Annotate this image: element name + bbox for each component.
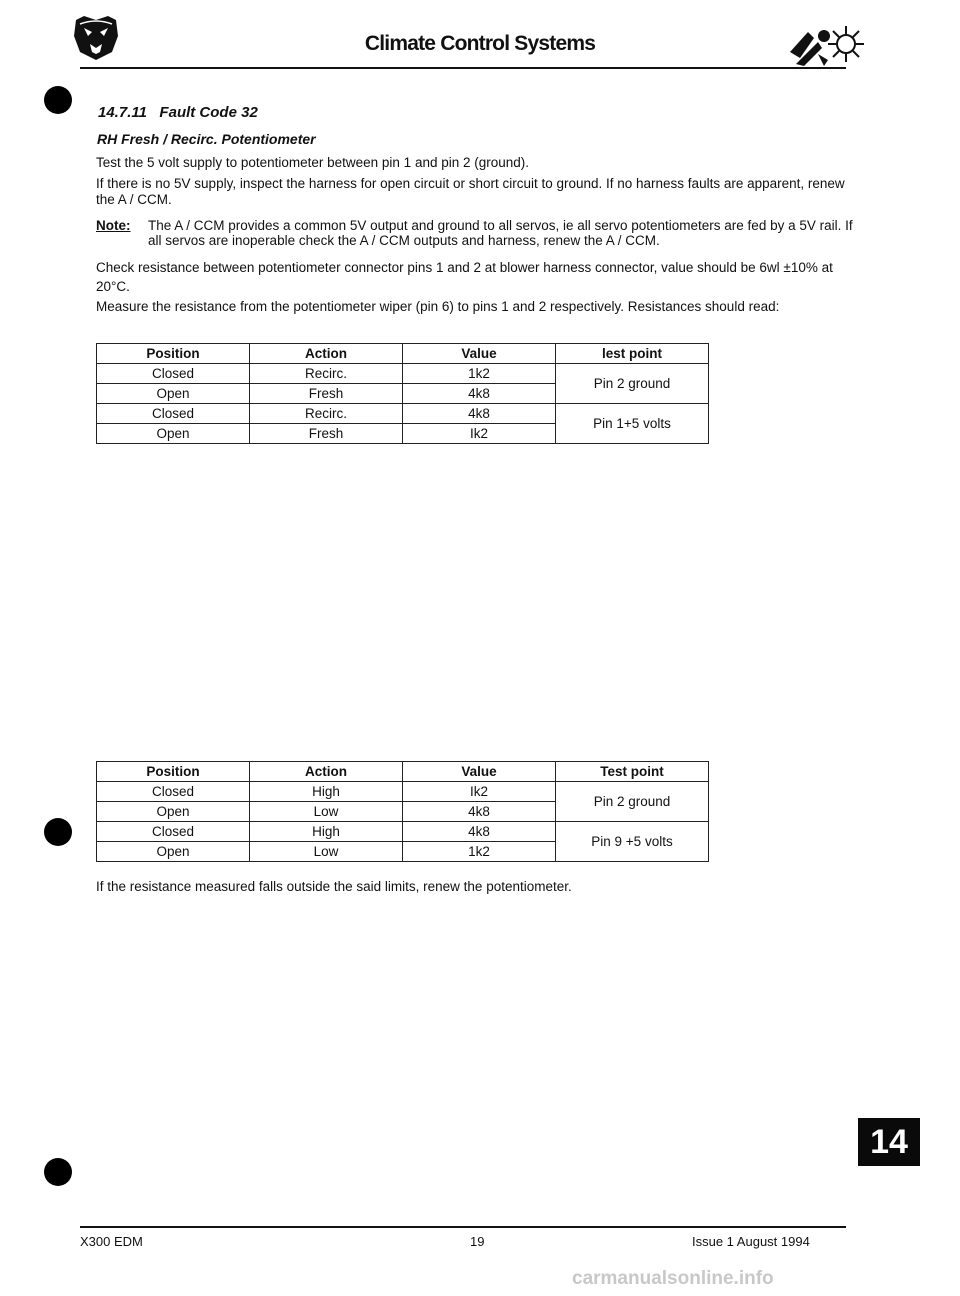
climate-control-icon <box>788 22 866 68</box>
cell-action: Low <box>250 802 403 822</box>
table-row <box>97 404 709 424</box>
header-value: Value <box>403 344 556 364</box>
header-action: Action <box>250 762 403 782</box>
cell-position: Open <box>97 802 250 822</box>
cell-action: Fresh <box>250 384 403 404</box>
section-number: 14.7.11 Fault Code 32 <box>98 104 258 121</box>
cell-position: Open <box>97 424 250 444</box>
cell-action: High <box>250 782 403 802</box>
cell-value: 4k8 <box>403 404 556 424</box>
header-action: Action <box>250 344 403 364</box>
table-row <box>97 364 709 384</box>
header-test-point: lest point <box>556 344 709 364</box>
cell-test-point: Pin 9 +5 volts <box>556 822 709 862</box>
cell-value: Ik2 <box>403 424 556 444</box>
paragraph-measure-wiper: Measure the resistance from the potentiometer wiper (pin 6) to pins 1 and 2 respectively. Resistances should read: <box>96 299 780 314</box>
cell-value: 1k2 <box>403 364 556 384</box>
binder-hole <box>44 818 72 846</box>
section-tab: 14 <box>858 1118 920 1166</box>
header-value: Value <box>403 762 556 782</box>
cell-value: 4k8 <box>403 384 556 404</box>
cell-value: 4k8 <box>403 802 556 822</box>
cell-test-point: Pin 2 ground <box>556 782 709 822</box>
header-position: Position <box>97 762 250 782</box>
cell-position: Closed <box>97 404 250 424</box>
note-label: Note: <box>96 218 131 233</box>
resistance-table-1 <box>96 343 709 444</box>
footer-page-number: 19 <box>470 1234 485 1249</box>
cell-value: 4k8 <box>403 822 556 842</box>
table-header-row <box>97 344 709 364</box>
cell-value: 1k2 <box>403 842 556 862</box>
header-test-point: Test point <box>556 762 709 782</box>
page-header-title: Climate Control Systems <box>364 32 596 55</box>
cell-position: Closed <box>97 364 250 384</box>
footer-rule <box>80 1226 846 1228</box>
cell-position: Open <box>97 384 250 404</box>
cell-position: Closed <box>97 822 250 842</box>
header-position: Position <box>97 344 250 364</box>
resistance-table-2 <box>96 761 709 862</box>
cell-position: Closed <box>97 782 250 802</box>
cell-test-point: Pin 2 ground <box>556 364 709 404</box>
paragraph-no-supply: If there is no 5V supply, inspect the harness for open circuit or short circuit to ground. If no harness faults are apparent, renew the A / CCM. <box>96 176 845 207</box>
binder-hole <box>44 1158 72 1186</box>
header-rule <box>80 67 846 69</box>
cell-action: Recirc. <box>250 364 403 384</box>
binder-hole <box>44 86 72 114</box>
watermark: carmanualsonline.info <box>572 1268 774 1289</box>
footer-issue: Issue 1 August 1994 <box>692 1234 810 1249</box>
table-header-row <box>97 762 709 782</box>
cell-action: Low <box>250 842 403 862</box>
cell-action: Fresh <box>250 424 403 444</box>
cell-action: Recirc. <box>250 404 403 424</box>
paragraph-resistance-check: Check resistance between potentiometer connector pins 1 and 2 at blower harness connector, value should be 6wl ±10% at 20°C. <box>96 260 833 294</box>
section-title: RH Fresh / Recirc. Potentiometer <box>97 131 316 147</box>
cell-position: Open <box>97 842 250 862</box>
cell-test-point: Pin 1+5 volts <box>556 404 709 444</box>
table-row <box>97 782 709 802</box>
footer-model: X300 EDM <box>80 1234 143 1249</box>
table-row <box>97 822 709 842</box>
paragraph-renew-potentiometer: If the resistance measured falls outside the said limits, renew the potentiometer. <box>96 879 572 894</box>
note-text: The A / CCM provides a common 5V output and ground to all servos, ie all servo potentiometers are fed by a 5V rail. If all servos are inoperable check the A / CCM outputs and harness, renew the A / CCM. <box>148 218 853 248</box>
cell-action: High <box>250 822 403 842</box>
paragraph-supply-test: Test the 5 volt supply to potentiometer between pin 1 and pin 2 (ground). <box>96 155 530 170</box>
cell-value: Ik2 <box>403 782 556 802</box>
